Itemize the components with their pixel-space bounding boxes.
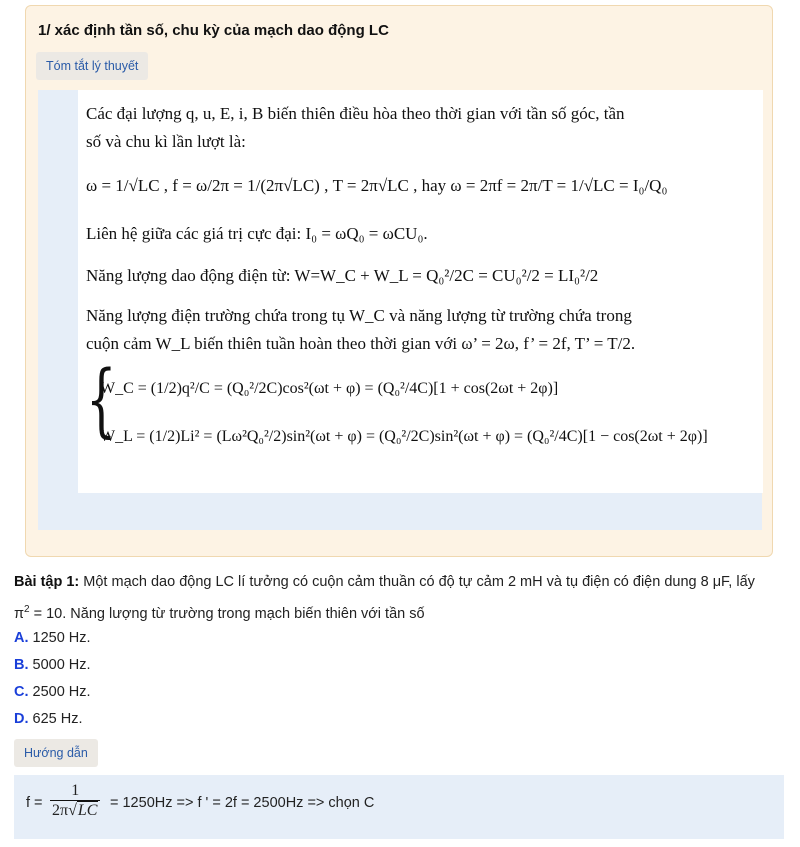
theory-panel xyxy=(38,90,762,530)
guide-panel xyxy=(14,775,784,839)
pi-exponent: 2 xyxy=(24,604,30,615)
theory-line-4: Liên hệ giữa các giá trị cực đại: I₀ = ωQ₀ = ωCU₀. xyxy=(86,224,428,243)
exercise-label: Bài tập 1: xyxy=(14,574,80,590)
exercise-text-2: = 10. Năng lượng từ trường trong mạch biến thiên với tần số xyxy=(29,605,425,622)
guide-tag[interactable]: Hướng dẫn xyxy=(14,739,98,767)
theory-line-7: cuộn cảm W_L biến thiên tuần hoàn theo thời gian với ω’ = 2ω, f’ = 2f, T’ = T/2. xyxy=(86,334,636,353)
pi-symbol: π xyxy=(14,605,25,622)
guide-denominator xyxy=(50,801,100,820)
guide-den-lc: LC xyxy=(77,802,98,819)
theory-summary-tag[interactable]: Tóm tắt lý thuyết xyxy=(36,52,148,80)
sqrt-icon: √ xyxy=(68,802,77,819)
theory-line-1: Các đại lượng q, u, E, i, B biến thiên điều hòa theo thời gian với tần số góc, tần xyxy=(86,104,625,123)
option-b-key: B. xyxy=(14,657,29,673)
guide-numerator: 1 xyxy=(50,781,100,801)
option-a-key: A. xyxy=(14,630,29,646)
section-title: 1/ xác định tần số, chu kỳ của mạch dao động LC xyxy=(38,22,389,39)
option-d[interactable] xyxy=(14,711,82,727)
theory-line-6: Năng lượng điện trường chứa trong tụ W_C và năng lượng từ trường chứa trong xyxy=(86,306,632,325)
exercise-question xyxy=(14,568,755,628)
guide-lhs: f = xyxy=(26,795,43,811)
theory-line-9: W_L = (1/2)Li² = (Lω²Q₀²/2)sin²(ωt + φ) = (Q₀²/2C)sin²(ωt + φ) = (Q₀²/4C)[1 − cos(2ωt + 2φ)] xyxy=(100,428,708,445)
option-a-text: 1250 Hz. xyxy=(32,630,91,646)
option-c-key: C. xyxy=(14,684,29,700)
option-c-text: 2500 Hz. xyxy=(32,684,91,700)
guide-rhs: = 1250Hz => f ' = 2f = 2500Hz => chọn C xyxy=(110,795,375,811)
option-d-text: 625 Hz. xyxy=(32,711,83,727)
theory-line-8: W_C = (1/2)q²/C = (Q₀²/2C)cos²(ωt + φ) = (Q₀²/4C)[1 + cos(2ωt + 2φ)] xyxy=(100,380,559,397)
option-c[interactable] xyxy=(14,684,91,700)
option-a[interactable] xyxy=(14,630,91,646)
exercise-text-1: Một mạch dao động LC lí tưởng có cuộn cảm thuần có độ tự cảm 2 mH và tụ điện có điện dung 8 μF, lấy xyxy=(79,574,755,590)
system-brace: { xyxy=(86,353,117,446)
guide-den-2pi: 2π xyxy=(52,802,69,819)
theory-line-3: ω = 1/√LC , f = ω/2π = 1/(2π√LC) , T = 2π√LC , hay ω = 2πf = 2π/T = 1/√LC = I₀/Q₀ xyxy=(86,176,668,195)
theory-formula-image xyxy=(78,90,763,493)
guide-fraction xyxy=(50,781,100,820)
option-d-key: D. xyxy=(14,711,29,727)
option-b-text: 5000 Hz. xyxy=(32,657,91,673)
theory-card xyxy=(25,5,773,557)
option-b[interactable] xyxy=(14,657,91,673)
theory-line-2: số và chu kì lần lượt là: xyxy=(86,132,246,151)
theory-line-5: Năng lượng dao động điện từ: W=W_C + W_L = Q₀²/2C = CU₀²/2 = LI₀²/2 xyxy=(86,266,599,285)
